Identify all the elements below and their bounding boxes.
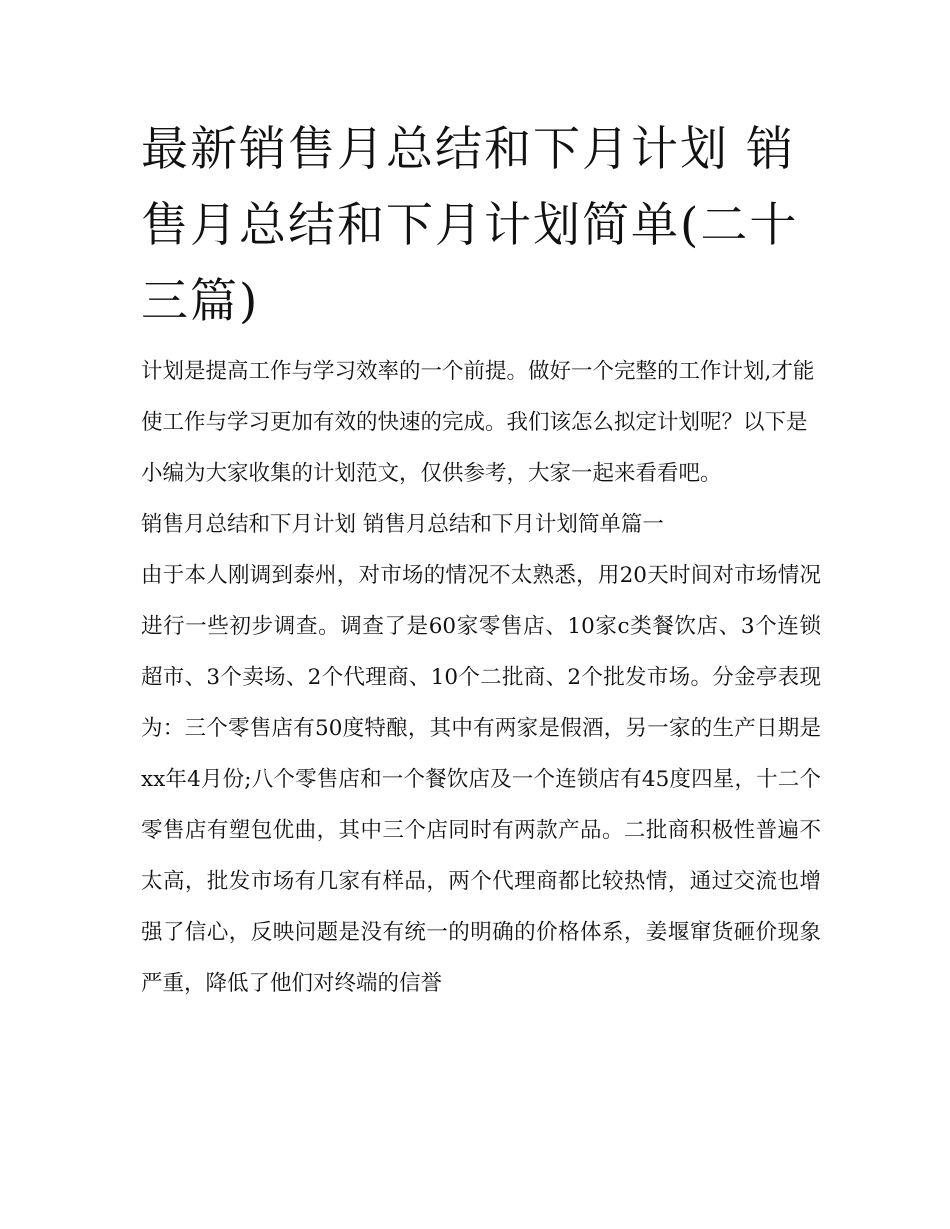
intro-paragraph: 计划是提高工作与学习效率的一个前提。做好一个完整的工作计划,才能使工作与学习更加有效的快速的完成。我们该怎么拟定计划呢？以下是小编为大家收集的计划范文，仅供参考，大家一起来看看吧。 bbox=[141, 359, 815, 486]
body-paragraph: 由于本人刚调到泰州，对市场的情况不太熟悉，用20天时间对市场情况进行一些初步调查。调查了是60家零售店、10家c类餐饮店、3个连锁超市、3个卖场、2个代理商、10个二批商、2个批发市场。分金亭表现为：三个零售店有50度特酿，其中有两家是假酒，另一家的生产日期是xx年4月份;八个零售店和一个餐饮店及一个连锁店有45度四星，十二个零售店有塑包优曲，其中三个店同时有两款产品。二批商积极性普遍不太高，批发市场有几家有样品，两个代理商都比较热情，通过交流也增强了信心，反映问题是没有统一的明确的价格体系，姜堰窜货砸价现象严重，降低了他们对终端的信誉 bbox=[141, 563, 821, 996]
document-page bbox=[141, 112, 821, 1009]
section-heading: 销售月总结和下月计划 销售月总结和下月计划简单篇一 bbox=[141, 512, 664, 537]
document-title: 最新销售月总结和下月计划 销售月总结和下月计划简单(二十三篇) bbox=[141, 122, 799, 329]
